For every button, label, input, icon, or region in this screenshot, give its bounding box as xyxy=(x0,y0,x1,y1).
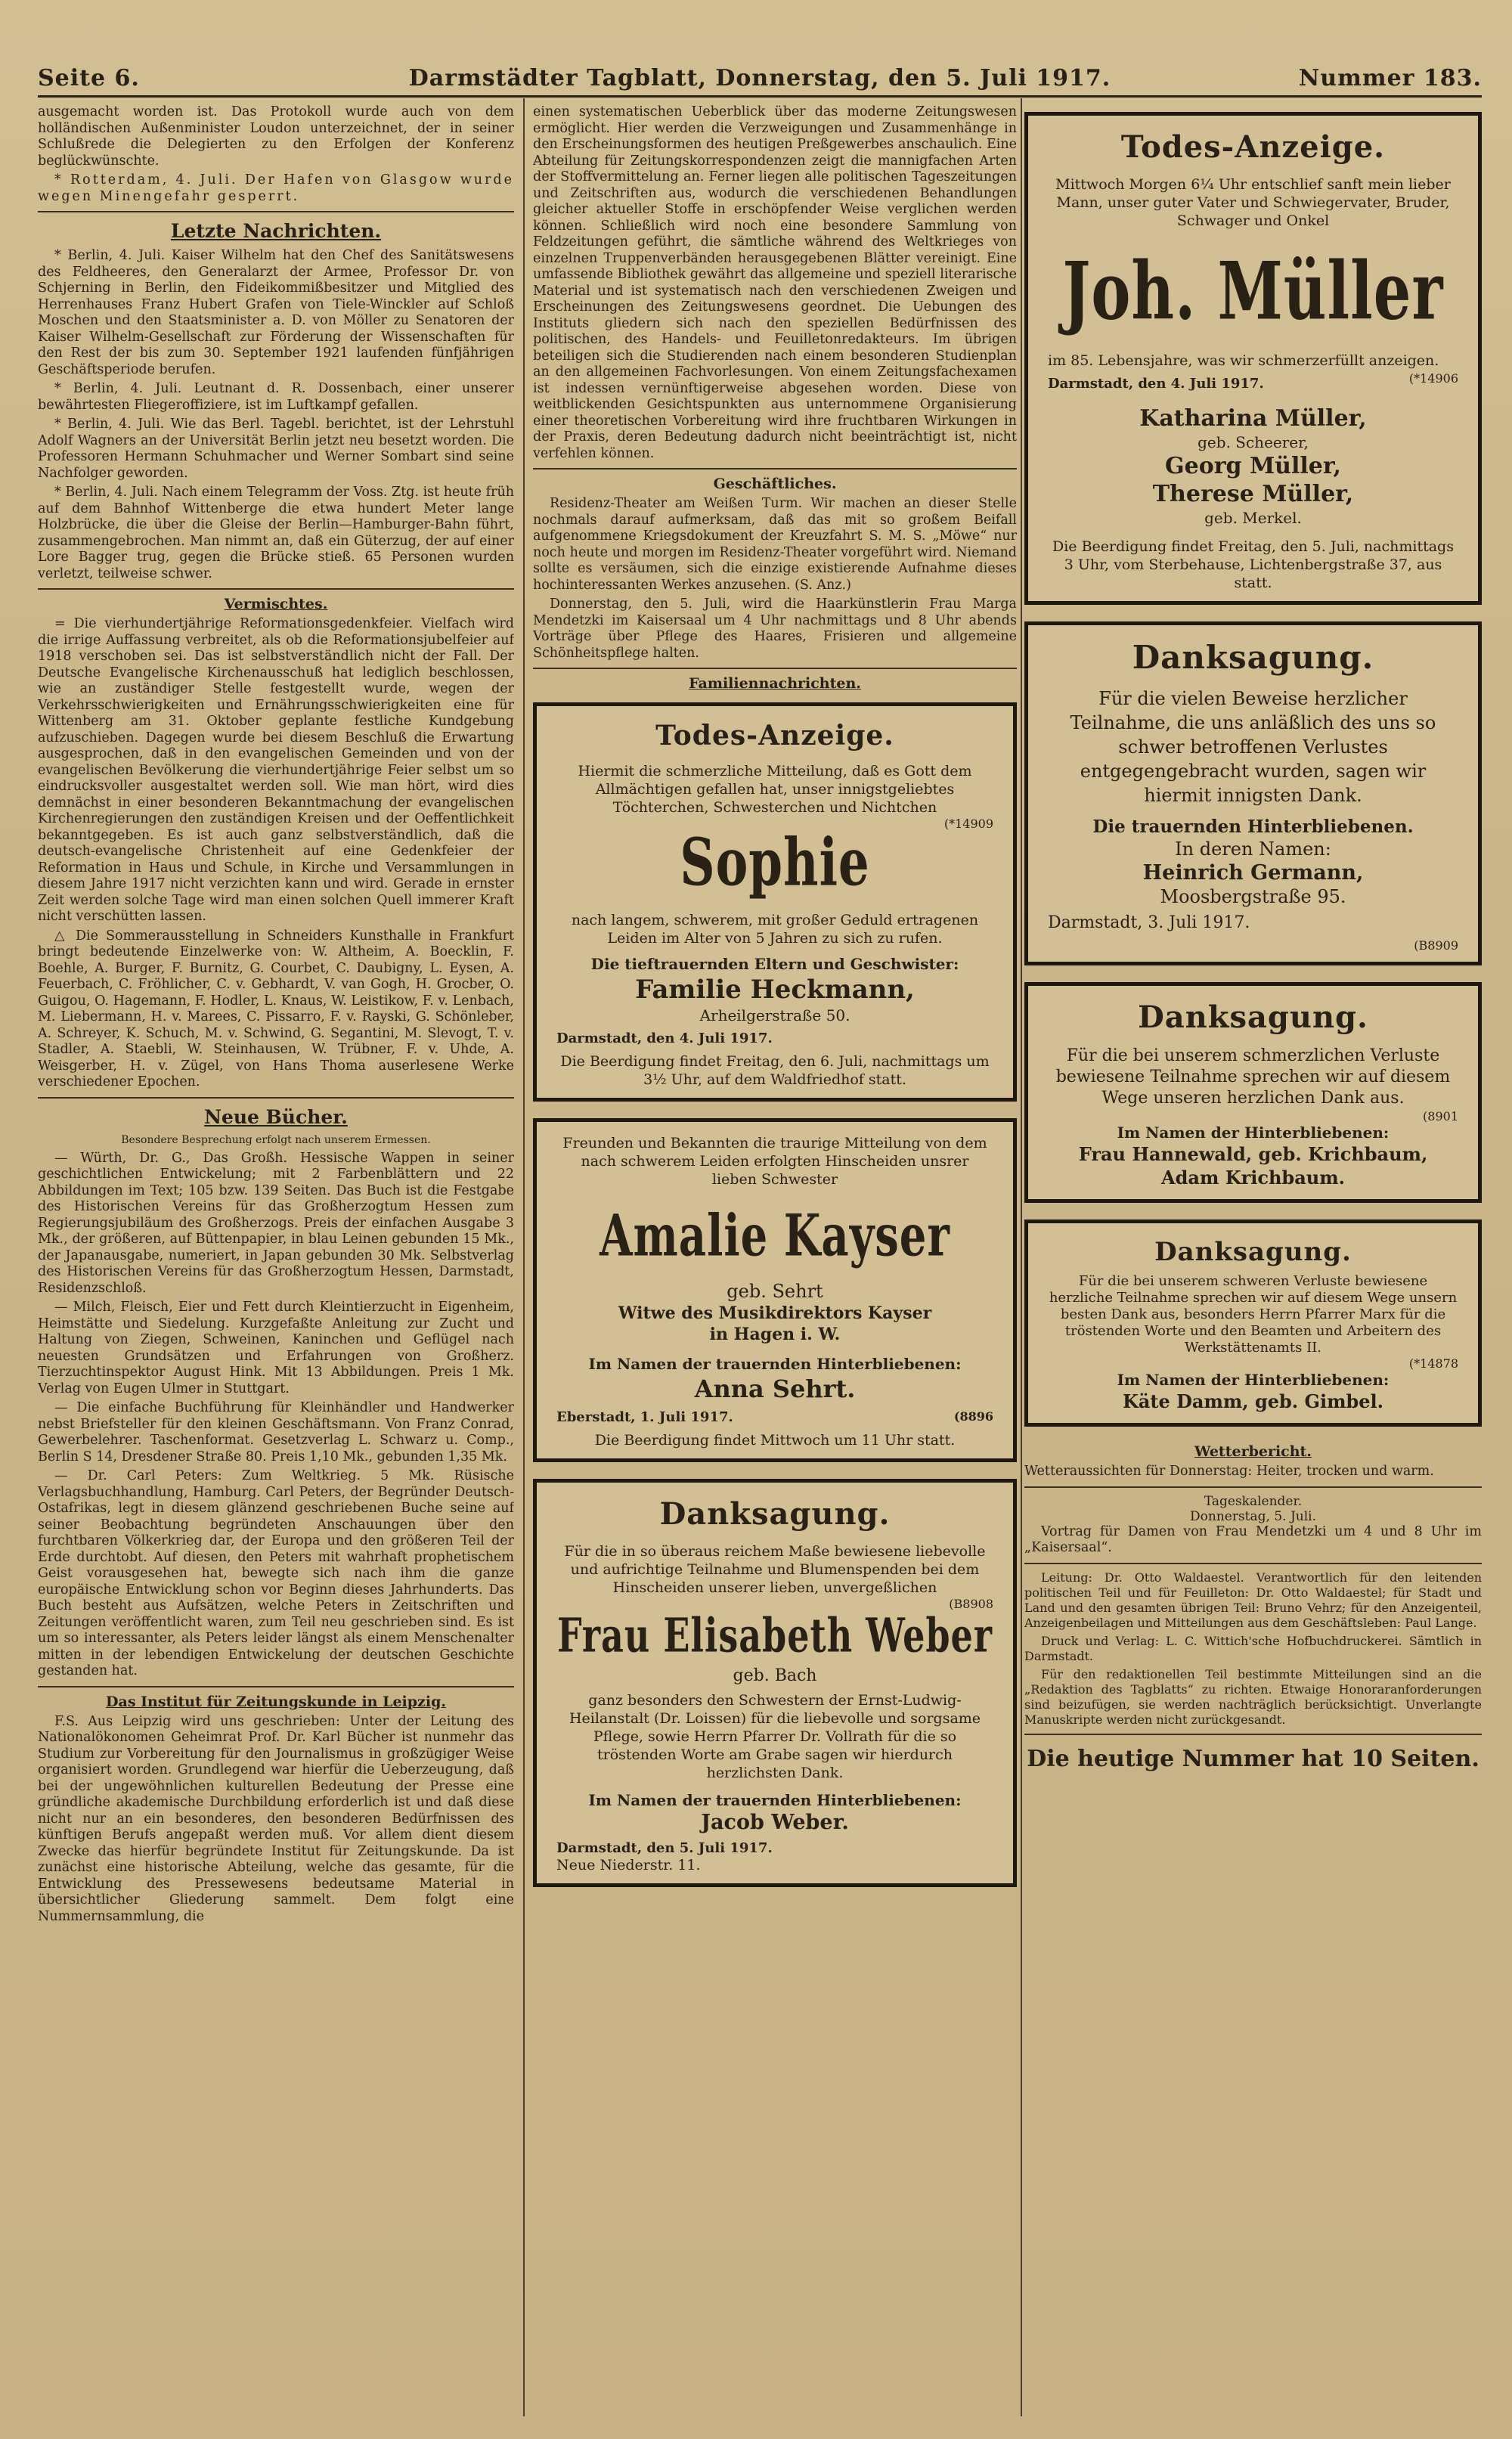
maiden-name: geb. Sehrt xyxy=(727,1281,823,1302)
book-item: — Würth, Dr. G., Das Großh. Hessische Wappen in seiner geschichtlichen Entwickelung; mit 2 Farbenblättern und 22 Abbildungen im Text; 105 bzw. 139 Seiten. Das Buch ist die Festgabe des Historischen Vereins für das Großherzogtum Hessen zum Regierungsjubiläum des Großherzogs. Preis der einfachen Ausgabe 3 Mk., der größeren, auf Büttenpapier, in blau Leinen gebunden 15 Mk., der Japanausgabe, numeriert, in Japan gebunden 30 Mk. Selbstverlag des Historischen Vereins für das Großherzogtum Hessen, Darmstadt, Residenzschloß. xyxy=(38,1150,514,1296)
page-number: Seite 6. xyxy=(38,65,140,91)
section-heading: Letzte Nachrichten. xyxy=(170,220,382,242)
notice-text: ganz besonders den Schwestern der Ernst-Ludwig-Heilanstalt (Dr. Loissen) für die liebevolle und sorgsame Pflege, sowie Herrn Pfarrer Dr. Vollrath für die so tröstenden Worte am Grabe sagen wir hierdurch herzlichsten Dank. xyxy=(569,1692,981,1781)
thanks-notice-germann xyxy=(1024,621,1482,965)
thanks-notice-weber xyxy=(533,1479,1017,1887)
divider xyxy=(38,588,514,590)
deceased-name: Amalie Kayser xyxy=(600,1202,950,1270)
notice-text: Für die bei unserem schmerzlichen Verluste bewiesene Teilnahme sprechen wir auf diesem Wege unseren herzlichen Dank aus. xyxy=(1055,1046,1451,1108)
mourner-name: Frau Hannewald, geb. Krichbaum, xyxy=(1078,1143,1428,1165)
deceased-name: Frau Elisabeth Weber xyxy=(556,1607,993,1663)
notice-text: Für die vielen Beweise herzlicher Teilnahme, die uns anläßlich des uns so schwer betroffenen Verlustes entgegengebracht wurden, sagen wir hiermit innigsten Dank. xyxy=(1070,688,1436,806)
funeral-info: Die Beerdigung findet Mittwoch um 11 Uhr statt. xyxy=(594,1432,956,1449)
book-item: — Milch, Fleisch, Eier und Fett durch Kleintierzucht in Eigenheim, Heimstätte und Siedelung. Kurzgefaßte Anleitung zur Zucht und Haltung von Ziegen, Schweinen, Kaninchen und Geflügel nach neuesten Grundsätzen und Erfahrungen von Großherz. Tierzuchtinspektor August Hink. Mit 13 Abbildungen. Preis 1 Mk. Verlag von Eugen Ulmer in Stuttgart. xyxy=(38,1300,514,1396)
notice-text: Hiermit die schmerzliche Mitteilung, daß es Gott dem Allmächtigen gefallen hat, unser innigstgeliebtes Töchterchen, Schwesterchen und Nichtchen xyxy=(578,763,972,816)
section-heading: Familiennachrichten. xyxy=(689,675,861,692)
misc-item: = Die vierhundertjährige Reformationsgedenkfeier. Vielfach wird die irrige Auffassung verbreitet, als ob die Reformationsjubelfeier auf 1918 verschoben sei. Das ist selbstverständlich nicht der Fall. Der Deutsche Evangelische Kirchenausschuß hat lediglich beschlossen, wie an zuständiger Stelle festgestellt wurde, wegen der Verkehrsschwierigkeiten und Ernährungsschwierigkeiten eine für Wittenberg am 31. Oktober geplante festliche Kundgebung aufzuschieben. Dagegen wurde bei diesem Beschluß die Erwartung ausgesprochen, daß in den evangelischen Gemeinden und von der evangelischen Bevölkerung die vierhundertjährige Feier selbst um so eindrucksvoller ausgestaltet werden soll. Wie man hört, wird dies demnächst in einer besonderen Bekanntmachung der evangelischen Kirchenregierungen den zuständigen Kreisen und der Oeffentlichkeit bekanntgegeben. Es ist auch ganz selbstverständlich, daß die deutsch-evangelische Christenheit auf eine Gedenkfeier der Reformation in Haus und Schule, in Kirche und Versammlungen in diesem Jahre 1917 nicht verzichten kann und wird. Gerade in ernster Zeit werden solche Tage wird man einen solchen Quell immerer Kraft nicht verschütten lassen. xyxy=(38,616,514,924)
column-divider xyxy=(1021,98,1022,2416)
notice-ref: (8901 xyxy=(1423,1109,1458,1123)
divider xyxy=(1024,1563,1482,1564)
death-notice-amalie xyxy=(533,1118,1017,1462)
divider xyxy=(1024,1486,1482,1488)
mourner-name: Katharina Müller, xyxy=(1139,405,1367,432)
notice-text: Freunden und Bekannten die traurige Mitteilung von dem nach schwerem Leiden erfolgten Hinscheiden unsrer lieben Schwester xyxy=(562,1135,987,1188)
thanks-notice-hannewald xyxy=(1024,982,1482,1203)
mourner-name: Familie Heckmann, xyxy=(635,975,915,1005)
maiden-name: geb. Merkel. xyxy=(1204,509,1302,527)
divider xyxy=(38,211,514,212)
deceased-name: Joh. Müller xyxy=(1062,245,1444,338)
newspaper-title: Darmstädter Tagblatt, Donnerstag, den 5. Juli 1917. xyxy=(408,65,1111,91)
column-right xyxy=(1024,104,1482,2416)
misc-item: △ Die Sommerausstellung in Schneiders Kunsthalle in Frankfurt bringt bedeutende Einzelwerke von: W. Altheim, A. Boecklin, F. Boehle, A. Burger, F. Burnitz, G. Courbet, C. Daubigny, L. Eysen, A. Feuerbach, C. Fröhlicher, C. v. Gebhardt, V. van Gogh, H. Grocber, O. Guigou, O. Hagemann, F. Hodler, L. Knaus, W. Leistikow, F. v. Lenbach, M. Liebermann, H. v. Marees, C. Pissarro, F. v. Rayski, G. Schönleber, A. Schreyer, K. Schuch, M. v. Schwind, G. Segantini, M. Slevogt, T. v. Stadler, A. Staebli, W. Steinhausen, W. Trübner, F. v. Uhde, A. Weisgerber, H. v. Zügel, von Hans Thoma auserlesene Werke verschiedener Epochen. xyxy=(38,928,514,1089)
column-middle xyxy=(533,104,1017,2416)
book-item: — Dr. Carl Peters: Zum Weltkrieg. 5 Mk. Rüsische Verlagsbuchhandlung, Hamburg. Carl Peters, der Begründer Deutsch-Ostafrikas, legt in diesem glänzend geschriebenen Buche seine auf seiner Beobachtung begründeten Anschauungen über den furchtbaren Völkerkrieg dar, der Europa und den größeren Teil der Erde durchtobt. Auf diesen, den Peters mit wahrhaft prophetischem Geist vorausgesehen hat, bewegte sich nach ihm die ganze europäische Entwicklung schon vor Beginn dieses Jahrhunderts. Das Buch besteht aus Aufsätzen, welche Peters in Zeitschriften und Zeitungen veröffentlicht waren, zum Teil neu geschrieben sind. Es ist um so interessanter, als Peters leider längst als einem Menschenalter mitten in der lebendigen Entwickelung der deutschen Geschichte gestanden hat. xyxy=(38,1468,514,1678)
place-line: in Hagen i. W. xyxy=(709,1325,841,1344)
mourners-label: Im Namen der Hinterbliebenen: xyxy=(1117,1123,1390,1142)
business-item: Residenz-Theater am Weißen Turm. Wir machen an dieser Stelle nochmals darauf aufmerksam, daß das mit so großem Beifall aufgenommene Kriegsdokument der Kreuzfahrt S. M. S. „Möwe“ nur noch heute und morgen im Residenz-Theater vorgeführt wird. Niemand sollte es versäumen, sich die einzige existierende Aufnahme dieses hochinteressanten Werkes anzusehen. (S. Anz.) xyxy=(533,496,1017,593)
funeral-info: Die Beerdigung findet Freitag, den 5. Juli, nachmittags 3 Uhr, vom Sterbehause, Lichtenbergstraße 37, aus statt. xyxy=(1052,538,1454,591)
news-item: * Berlin, 4. Juli. Nach einem Telegramm der Voss. Ztg. ist heute früh auf dem Bahnhof Wittenberge die etwa hundert Meter lange Holzbrücke, die über die Gleise der Berlin—Hamburger-Bahn führt, zusammengebrochen. Man nimmt an, daß ein Güterzug, der auf einer Lore Bagger trug, gegen die Brücke stieß. 65 Personen wurden verletzt, teilweise schwer. xyxy=(38,485,514,581)
notice-title: Danksagung. xyxy=(659,1496,891,1532)
notice-date: Darmstadt, den 4. Juli 1917. xyxy=(1048,376,1264,392)
notice-date-text: Eberstadt, 1. Juli 1917. xyxy=(556,1409,733,1425)
divider xyxy=(38,1097,514,1099)
calendar-date: Donnerstag, 5. Juli. xyxy=(1190,1508,1316,1524)
weather-text: Wetteraussichten für Donnerstag: Heiter, trocken und warm. xyxy=(1024,1464,1434,1479)
printer: Druck und Verlag: L. C. Wittich'sche Hofbuchdruckerei. Sämtlich in Darmstadt. xyxy=(1024,1633,1482,1663)
mourner-name: Heinrich Germann, xyxy=(1142,861,1364,885)
calendar-text: Vortrag für Damen von Frau Mendetzki um 4 und 8 Uhr im „Kaisersaal“. xyxy=(1024,1523,1482,1555)
notice-ref: (*14878 xyxy=(1408,1356,1458,1371)
section-heading: Vermischtes. xyxy=(224,596,328,612)
death-notice-sophie xyxy=(533,702,1017,1102)
divider xyxy=(38,1686,514,1687)
article-text: F.S. Aus Leipzig wird uns geschrieben: Unter der Leitung des Nationalökonomen Geheimrat Prof. Dr. Karl Bücher ist nunmehr das Studium zur Vorbereitung für den Journalismus in großzügiger Weise organisiert worden. Grundlegend war hierfür die Ueberzeugung, daß bei der ungewöhnlichen kulturellen Bedeutung der Presse eine gründliche akademische Durchbildung erforderlich ist und daß diese nicht nur an ein besonderes, den besonderen Bedürfnissen des künftigen Berufs angepaßt werden muß. Vor allem dient diesem Zwecke das hierfür begründete Institut für Zeitungskunde. Da ist zunächst eine historische Abteilung, welche das gesamte, für die Entwicklung des Pressewesens bedeutsame Material in übersichtlicher Gliederung sammelt. Dem folgt eine Nummernsammlung, die xyxy=(38,1713,514,1924)
address: Neue Niederstr. 11. xyxy=(556,1857,701,1873)
book-item: — Die einfache Buchführung für Kleinhändler und Handwerker nebst Briefsteller für den kleinen Geschäftsmann. Von Franz Conrad, Gewerbelehrer. Taschenformat. Gesetzverlag L. Schwarz u. Comp., Berlin S 14, Dresdener Straße 80. Preis 1,10 Mk., gebunden 1,35 Mk. xyxy=(38,1400,514,1464)
article-text: einen systematischen Ueberblick über das moderne Zeitungswesen ermöglicht. Hier werden die Verzweigungen und Zusammenhänge in den Erscheinungsformen des heutigen Preßgewerbes anschaulich. Eine Abteilung für Zeitungskorrespondenzen zeigt die mannigfachen Arten der Stoffvermittelung an. Ferner liegen alle politischen Tageszeitungen und Zeitschriften aus, wodurch die verschiedenen Behandlungen gleicher aktueller Stoffe in erschöpfender Weise verglichen werden können. Schließlich wird noch eine besondere Sammlung von Feldzeitungen geführt, die sämtliche während des Weltkrieges von einzelnen Truppenverbänden herausgegebenen Blätter vereinigt. Eine umfassende Bibliothek gewährt das allgemeine und speziell literarische Material und ist systematisch nach den verschiedenen Zweigen und Erscheinungen des Zeitungswesens geordnet. Die Uebungen des Instituts gliedern sich nach den speziellen Bedürfnissen des politischen, des Handels- und Feuilletonredakteurs. Im übrigen beteiligen sich die Studierenden nach einem besonderen Studienplan an den allgemeinen Fachvorlesungen. Von einem Zeitungsfachexamen ist indessen vernünftigerweise abgesehen worden. Diese von weitblickenden Gesichtspunkten aus unternommene Organisierung einer theoretischen Vorbereitung wird ihre fruchtbaren Wirkungen in der Praxis, deren Bedeutung dadurch nicht beeinträchtigt ist, nicht verfehlen können. xyxy=(533,104,1017,461)
divider xyxy=(533,668,1017,669)
notice-ref: (B8908 xyxy=(949,1597,993,1611)
mourner-name: Therese Müller, xyxy=(1152,481,1354,507)
divider xyxy=(533,468,1017,470)
notice-text-age: im 85. Lebensjahre, was wir schmerzerfüllt anzeigen. xyxy=(1048,352,1439,369)
notice-ref: (*14906 xyxy=(1408,371,1458,386)
column-left xyxy=(38,104,514,2416)
notice-date: Darmstadt, den 5. Juli 1917. xyxy=(556,1840,773,1856)
names-label: In deren Namen: xyxy=(1175,838,1331,860)
business-item: Donnerstag, den 5. Juli, wird die Haarkünstlerin Frau Marga Mendetzki im Kaisersaal um 4 Uhr nachmittags und 8 Uhr abends Vorträge über Pflege des Haares, Frisieren und allgemeine Schönheitspflege halten. xyxy=(533,597,1017,661)
funeral-info: Die Beerdigung findet Freitag, den 6. Juli, nachmittags um 3½ Uhr, auf dem Waldfriedhof statt. xyxy=(560,1053,990,1088)
notice-title: Danksagung. xyxy=(1154,1237,1352,1267)
mourner-name: Jacob Weber. xyxy=(701,1811,849,1834)
notice-ref: (*14909 xyxy=(943,817,993,831)
imprint: Leitung: Dr. Otto Waldaestel. Verantwortlich für den leitenden politischen Teil und für Feuilleton: Dr. Otto Waldaestel; für Stadt und Land und den gesamten übrigen Teil: Bruno Vehrz; für den Anzeigenteil, Anzeigenbeilagen und Mitteilungen aus dem Geschäftsleben: Paul Lange. xyxy=(1024,1570,1482,1630)
mourners-label: Im Namen der trauernden Hinterbliebenen: xyxy=(588,1791,962,1809)
notice-title: Danksagung. xyxy=(1138,999,1368,1035)
news-item: * Berlin, 4. Juli. Kaiser Wilhelm hat den Chef des Sanitätswesens des Feldheeres, den Generalarzt der Armee, Professor Dr. von Schjerning in Berlin, den Fideikommißbesitzer und Mitglied des Herrenhauses Franz Hubert Grafen von Tiele-Winckler auf Schloß Moschen und den Staatsminister a. D. von Möller zu Senatoren der Kaiser Wilhelm-Gesellschaft zur Förderung der Wissenschaften für den Rest der bis zum 30. September 1921 laufenden fünfjährigen Geschäftsperiode berufen. xyxy=(38,248,514,377)
notice-text: nach langem, schwerem, mit großer Geduld ertragenen Leiden im Alter von 5 Jahren zu sich zu rufen. xyxy=(571,912,979,947)
notice-title: Todes-Anzeige. xyxy=(655,720,894,752)
article-text: * Rotterdam, 4. Juli. Der Hafen von Glasgow wurde wegen Minengefahr gesperrt. xyxy=(38,172,514,204)
calendar-heading: Tageskalender. xyxy=(1204,1493,1303,1509)
masthead-rule xyxy=(38,95,1482,98)
notice-text: Für die bei unserem schweren Verluste bewiesene herzliche Teilnahme sprechen wir auf diesem Wege unsern besten Dank aus, besonders Herrn Pfarrer Marx für die tröstenden Worte und den Beamten und Arbeitern des Werkstättenamts II. xyxy=(1049,1273,1458,1356)
death-notice-mueller xyxy=(1024,112,1482,605)
news-item: * Berlin, 4. Juli. Leutnant d. R. Dossenbach, einer unserer bewährtesten Fliegeroffiziere, ist im Luftkampf gefallen. xyxy=(38,381,514,413)
masthead xyxy=(38,59,1482,97)
widow-line: Witwe des Musikdirektors Kayser xyxy=(618,1303,932,1323)
address: Moosbergstraße 95. xyxy=(1160,886,1346,907)
issue-number: Nummer 183. xyxy=(1298,65,1482,91)
notice-title: Danksagung. xyxy=(1132,639,1374,676)
notice-text: Für die in so überaus reichem Maße bewiesene liebevolle und aufrichtige Teilnahme und Blumenspenden bei dem Hinscheiden unserer lieben, unvergeßlichen xyxy=(564,1543,986,1596)
section-subheading: Besondere Besprechung erfolgt nach unserem Ermessen. xyxy=(121,1133,431,1146)
maiden-name: geb. Scheerer, xyxy=(1198,433,1309,451)
deceased-name: Sophie xyxy=(680,824,870,902)
thanks-notice-damm xyxy=(1024,1220,1482,1427)
notice-title: Todes-Anzeige. xyxy=(1120,129,1386,165)
column-divider xyxy=(523,98,525,2416)
editorial-notice: Für den redaktionellen Teil bestimmte Mitteilungen sind an die „Redaktion des Tagblatts“ zu richten. Etwaige Honoraranforderungen sind beizufügen, sie werden nachträglich berücksichtigt. Unverlangte Manuskripte werden nicht zurückgesandt. xyxy=(1024,1666,1482,1727)
notice-date: Darmstadt, 3. Juli 1917. xyxy=(1048,913,1250,932)
article-text: ausgemacht worden ist. Das Protokoll wurde auch von dem holländischen Außenminister Loudon unterzeichnet, der in seiner Schlußrede die Delegierten zu den Erfolgen der Konferenz beglückwünschte. xyxy=(38,104,514,169)
mourners-label: Im Namen der trauernden Hinterbliebenen: xyxy=(588,1355,962,1373)
notice-text: Mittwoch Morgen 6¼ Uhr entschlief sanft mein lieber Mann, unser guter Vater und Schwiegervater, Bruder, Schwager und Onkel xyxy=(1055,176,1451,229)
divider xyxy=(1024,1734,1482,1735)
notice-date xyxy=(556,1409,993,1425)
mourners-label: Die trauernden Hinterbliebenen. xyxy=(1092,817,1414,837)
section-heading: Das Institut für Zeitungskunde in Leipzig. xyxy=(106,1693,446,1710)
news-item: * Berlin, 4. Juli. Wie das Berl. Tagebl. berichtet, ist der Lehrstuhl Adolf Wagners an der Universität Berlin jetzt neu besetzt worden. Die Professoren Hermann Schuhmacher und Werner Sombart sind seine Nachfolger geworden. xyxy=(38,417,514,481)
mourners-label: Die tieftrauernden Eltern und Geschwister: xyxy=(590,955,959,973)
address: Arheilgerstraße 50. xyxy=(699,1006,850,1024)
section-heading: Neue Bücher. xyxy=(204,1105,348,1128)
notice-ref: (B8909 xyxy=(1414,938,1458,953)
mourner-name: Adam Krichbaum. xyxy=(1161,1167,1345,1189)
mourner-name: Anna Sehrt. xyxy=(694,1374,856,1403)
notice-date: Darmstadt, den 4. Juli 1917. xyxy=(556,1030,773,1046)
notice-ref: (8896 xyxy=(953,1409,993,1424)
section-heading: Geschäftliches. xyxy=(713,476,837,492)
mourners-label: Im Namen der Hinterbliebenen: xyxy=(1117,1371,1390,1389)
maiden-name: geb. Bach xyxy=(733,1666,817,1685)
mourner-name: Georg Müller, xyxy=(1165,453,1341,479)
section-heading: Wetterbericht. xyxy=(1194,1443,1312,1460)
page-count-note: Die heutige Nummer hat 10 Seiten. xyxy=(1027,1745,1479,1772)
mourner-name: Käte Damm, geb. Gimbel. xyxy=(1122,1390,1384,1412)
